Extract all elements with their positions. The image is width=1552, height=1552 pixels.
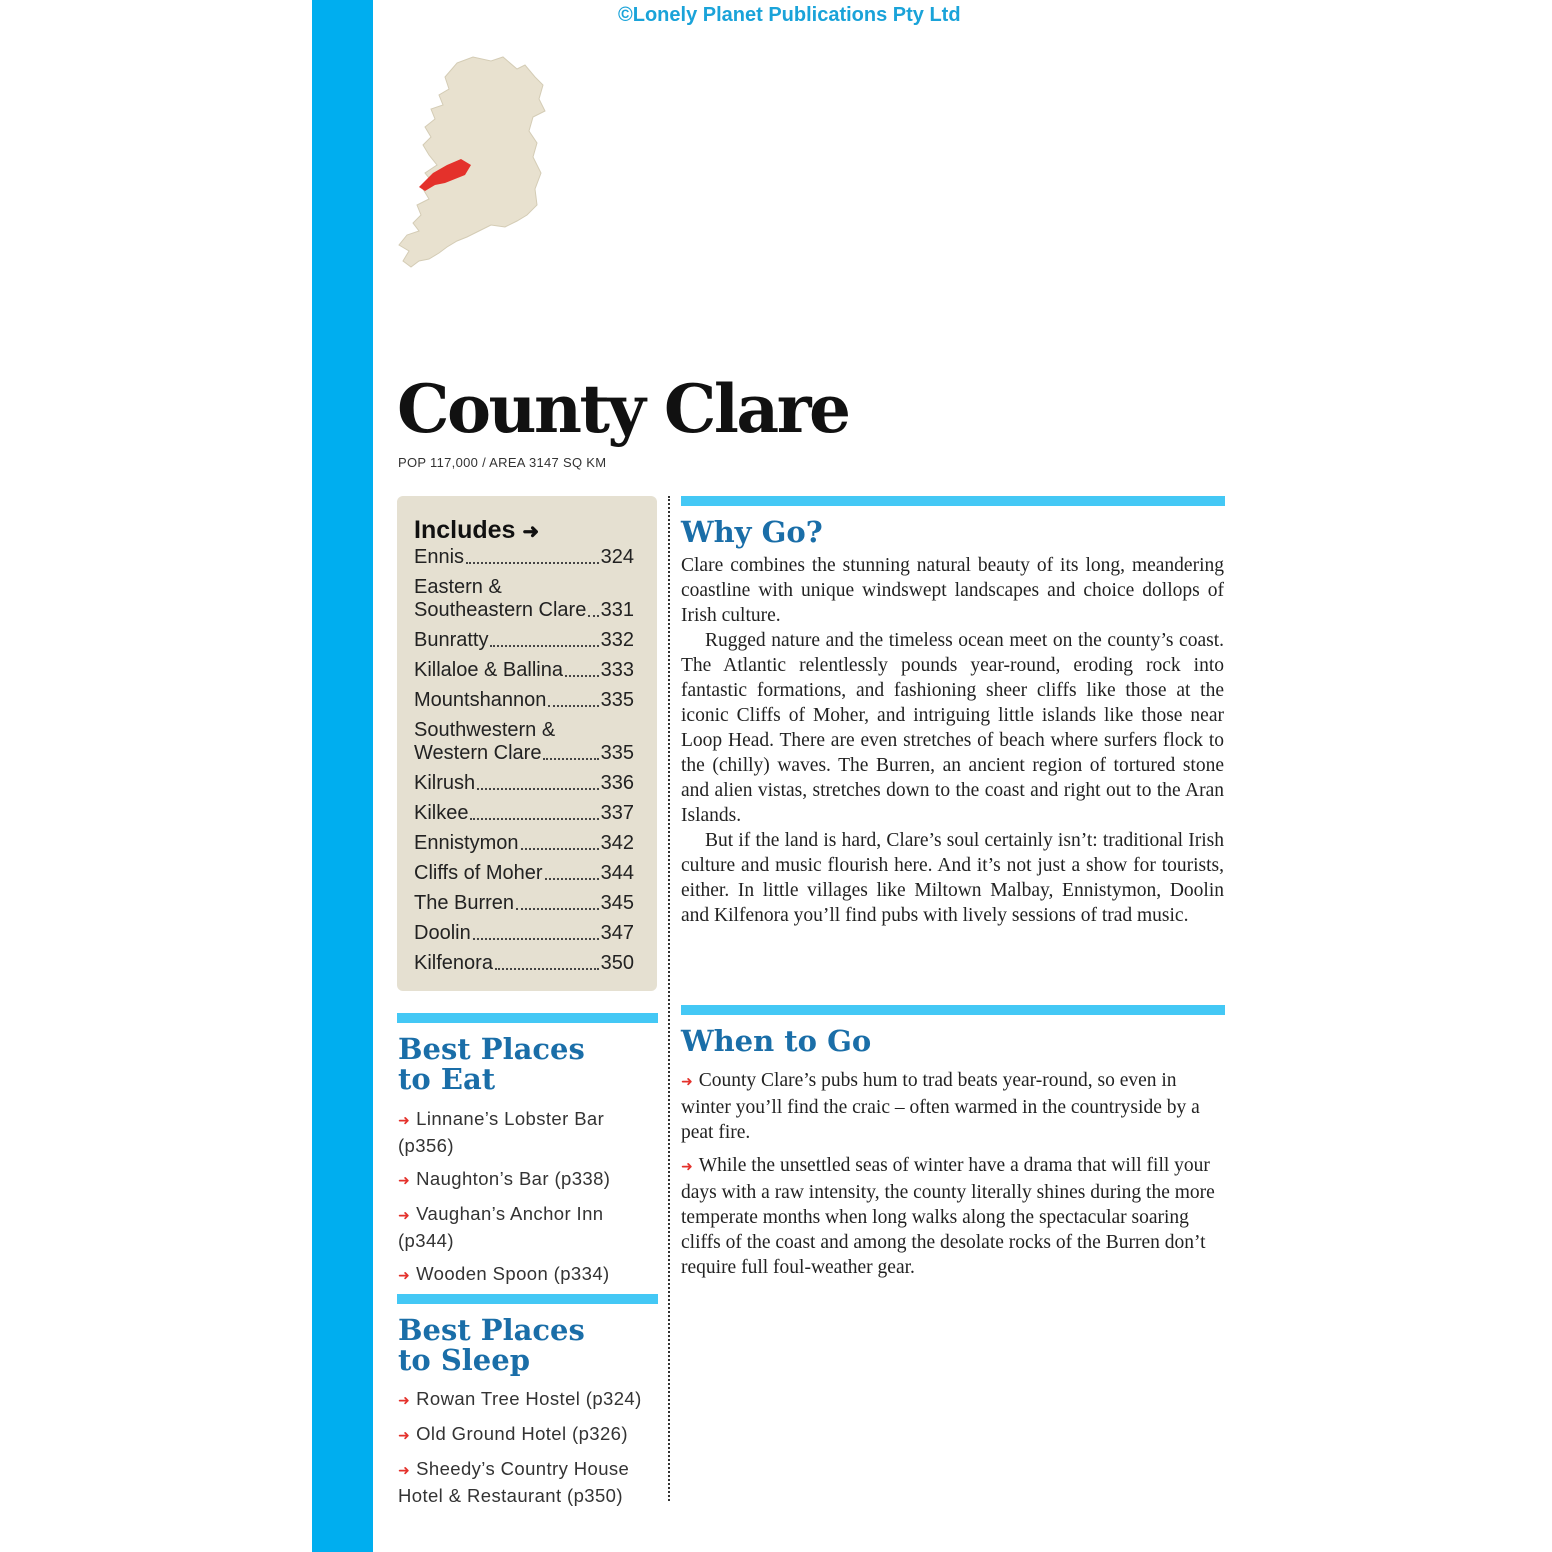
includes-item: Kilfenora 350: [414, 952, 634, 974]
includes-item: Ennis 324: [414, 546, 634, 568]
includes-item: Doolin 347: [414, 922, 634, 944]
bullet-arrow-icon: ➜: [398, 1172, 411, 1188]
includes-item: Killaloe & Ballina 333: [414, 659, 634, 681]
includes-item: Southeastern Clare 331: [414, 599, 634, 621]
includes-item: Cliffs of Moher 344: [414, 862, 634, 884]
section-bar-why: [681, 496, 1225, 506]
includes-item: Mountshannon 335: [414, 689, 634, 711]
best-sleep-heading: Best Places to Sleep: [398, 1313, 585, 1377]
bullet-arrow-icon: ➜: [398, 1267, 411, 1283]
bullet-arrow-icon: ➜: [398, 1427, 411, 1443]
best-sleep-list: [398, 1386, 653, 1516]
paragraph: Clare combines the stunning natural beauty of its long, meandering coastline with unique windswept landscapes and choice dollops of Irish culture.: [681, 555, 1224, 626]
includes-item: Kilkee 337: [414, 802, 634, 824]
bullet-arrow-icon: ➜: [398, 1207, 411, 1223]
list-item: ➜ Rowan Tree Hostel (p324): [398, 1388, 642, 1409]
list-item: ➜ While the unsettled seas of winter have a drama that will fill your days with a raw intensity, the county literally shines during the more temperate months when long walks along the spectacular soaring cliffs of the coast and among the desolate rocks of the Burren don’t require full foul-weather gear.: [681, 1155, 1215, 1278]
page-title: County Clare: [397, 370, 849, 448]
bullet-arrow-icon: ➜: [681, 1075, 693, 1090]
when-to-go-text: [681, 1068, 1224, 1288]
includes-list: [414, 546, 634, 982]
why-go-heading: Why Go?: [681, 515, 823, 549]
includes-item: The Burren 345: [414, 892, 634, 914]
section-bar-when: [681, 1005, 1225, 1015]
population-area-line: POP 117,000 / AREA 3147 SQ KM: [398, 455, 607, 470]
arrow-right-icon: ➜: [522, 521, 540, 543]
best-eat-heading: Best Places to Eat: [398, 1032, 585, 1096]
ireland-map-icon: [395, 55, 547, 270]
includes-item-line: Southwestern &: [414, 719, 556, 741]
paragraph: Rugged nature and the timeless ocean meet on the county’s coast. The Atlantic relentlessly pounds year-round, eroding rock into fantastic formations, and fashioning sheer cliffs like those at the iconic Cliffs of Moher, and intriguing little islands like those near Loop Head. There are even stretches of beach where surfers flock to the (chilly) waves. The Burren, an ancient region of tortured stone and alien vistas, stretches down to the coast and right out to the Aran Islands.: [681, 630, 1224, 826]
why-go-text: [681, 553, 1224, 928]
list-item: ➜ Naughton’s Bar (p338): [398, 1168, 611, 1189]
list-item: ➜ Linnane’s Lobster Bar (p356): [398, 1108, 605, 1156]
includes-item: Bunratty 332: [414, 629, 634, 651]
includes-item: Kilrush 336: [414, 772, 634, 794]
bullet-arrow-icon: ➜: [398, 1112, 411, 1128]
list-item: ➜ Wooden Spoon (p334): [398, 1263, 610, 1284]
page-edge-stripe: [312, 0, 373, 1552]
best-eat-list: [398, 1106, 653, 1296]
paragraph: But if the land is hard, Clare’s soul certainly isn’t: traditional Irish culture and music flourish here. And it’s not just a show for tourists, either. In little villages like Miltown Malbay, Ennistymon, Doolin and Kilfenora you’ll find pubs with lively sessions of trad music.: [681, 830, 1224, 926]
list-item: ➜ Sheedy’s Country House Hotel & Restaurant (p350): [398, 1458, 630, 1506]
list-item: ➜ County Clare’s pubs hum to trad beats year-round, so even in winter you’ll find the craic – often warmed in the countryside by a peat fire.: [681, 1070, 1200, 1143]
when-to-go-heading: When to Go: [681, 1024, 872, 1058]
includes-item: Western Clare 335: [414, 742, 634, 764]
bullet-arrow-icon: ➜: [398, 1462, 411, 1478]
list-item: ➜ Old Ground Hotel (p326): [398, 1423, 628, 1444]
section-bar-sleep: [397, 1294, 658, 1304]
bullet-arrow-icon: ➜: [681, 1160, 693, 1175]
copyright-notice: ©Lonely Planet Publications Pty Ltd: [618, 4, 961, 26]
includes-item: Ennistymon 342: [414, 832, 634, 854]
column-divider: [668, 496, 670, 1501]
includes-heading: Includes ➜: [414, 516, 540, 544]
section-bar-eat: [397, 1013, 658, 1023]
includes-item-line: Eastern &: [414, 576, 502, 598]
list-item: ➜ Vaughan’s Anchor Inn (p344): [398, 1203, 604, 1251]
bullet-arrow-icon: ➜: [398, 1392, 411, 1408]
